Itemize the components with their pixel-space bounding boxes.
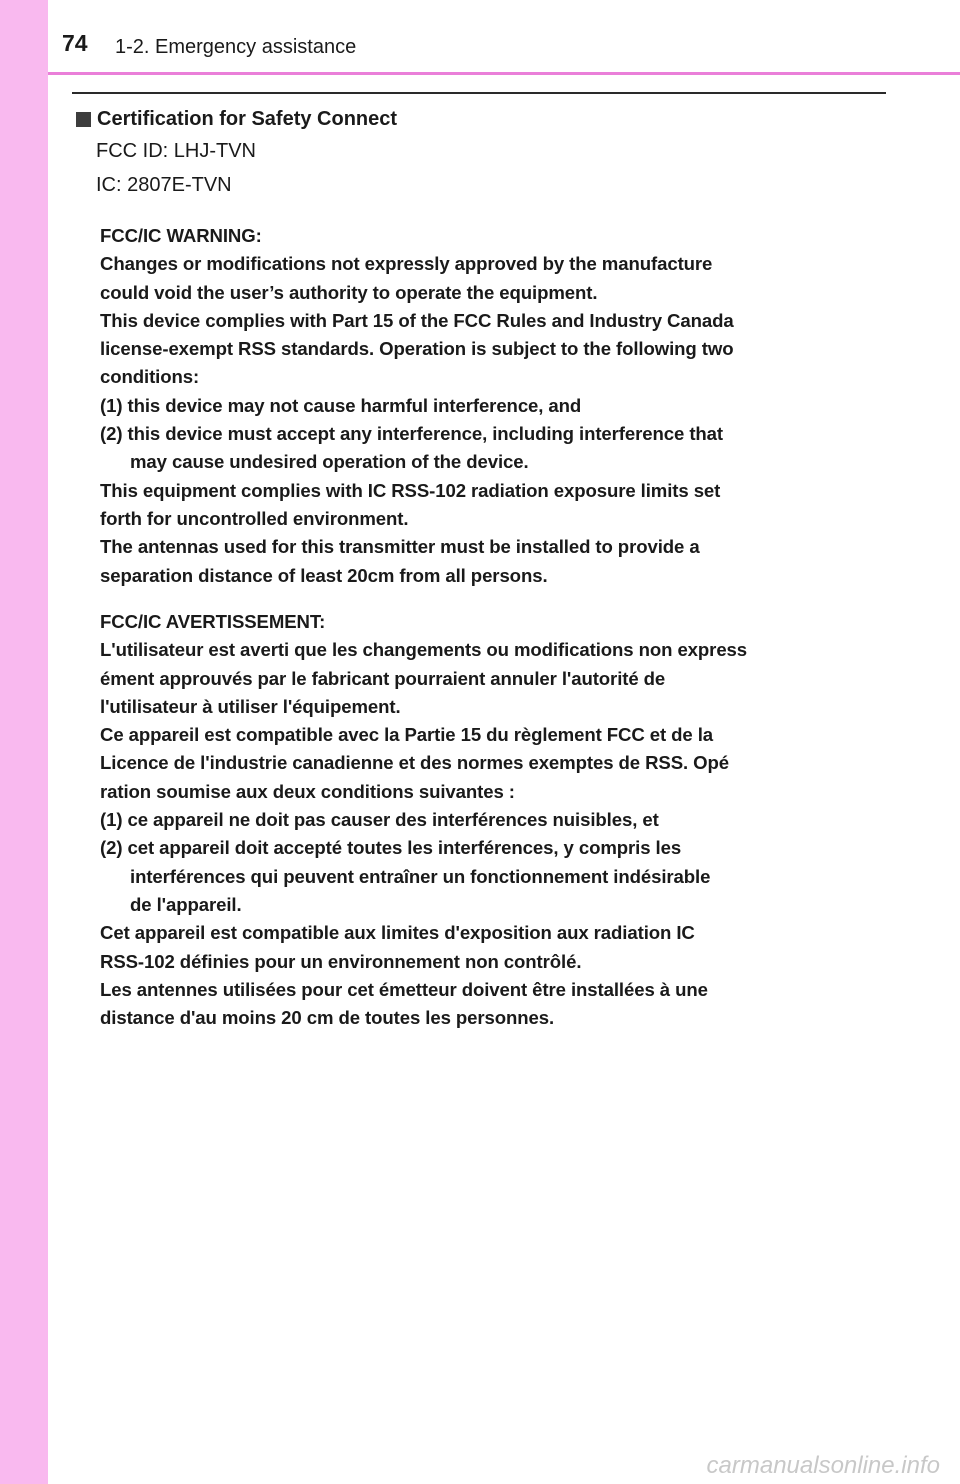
fcc-ic-warning-english <box>100 222 860 590</box>
warning-line: FCC/IC AVERTISSEMENT: <box>100 611 326 632</box>
warning-line: L'utilisateur est averti que les changements ou modifications non express <box>100 639 748 661</box>
warning-line: This device complies with Part 15 of the FCC Rules and Industry Canada <box>100 309 734 331</box>
content-divider <box>72 92 886 94</box>
warning-line: conditions: <box>100 366 200 388</box>
page-number: 74 <box>62 30 88 56</box>
warning-line: Ce appareil est compatible avec la Partie 15 du règlement FCC et de la <box>100 724 714 746</box>
warning-line: (2) cet appareil doit accepté toutes les interférences, y compris les <box>100 837 682 859</box>
warning-line: This equipment complies with IC RSS-102 radiation exposure limits set <box>100 479 721 501</box>
warning-line: The antennas used for this transmitter must be installed to provide a <box>100 536 700 558</box>
certification-heading <box>76 108 397 131</box>
warning-line: distance d'au moins 20 cm de toutes les personnes. <box>100 1007 555 1029</box>
chapter-side-tab <box>0 0 48 1484</box>
square-bullet-icon <box>76 112 91 127</box>
warning-line: ration soumise aux deux conditions suivantes : <box>100 780 515 802</box>
warning-line: may cause undesired operation of the device. <box>130 451 529 473</box>
ic-id: IC: 2807E-TVN <box>96 174 232 196</box>
warning-line: could void the user’s authority to operate the equipment. <box>100 281 598 303</box>
warning-line: license-exempt RSS standards. Operation is subject to the following two <box>100 338 734 360</box>
header-rule <box>48 72 960 75</box>
warning-line: Changes or modifications not expressly approved by the manufacture <box>100 253 713 275</box>
warning-line: FCC/IC WARNING: <box>100 225 262 246</box>
warning-line: RSS-102 définies pour un environnement non contrôlé. <box>100 950 582 972</box>
watermark: carmanualsonline.info <box>706 1452 940 1479</box>
warning-line: Licence de l'industrie canadienne et des normes exemptes de RSS. Opé <box>100 752 729 774</box>
fcc-id: FCC ID: LHJ-TVN <box>96 140 256 162</box>
warning-line: forth for uncontrolled environment. <box>100 507 409 529</box>
warning-line: (2) this device must accept any interference, including interference that <box>100 423 723 445</box>
warning-line: (1) this device may not cause harmful interference, and <box>100 394 582 416</box>
warning-line: separation distance of least 20cm from all persons. <box>100 564 548 586</box>
warning-line: ément approuvés par le fabricant pourraient annuler l'autorité de <box>100 667 666 689</box>
warning-line: l'utilisateur à utiliser l'équipement. <box>100 695 401 717</box>
warning-line: Les antennes utilisées pour cet émetteur doivent être installées à une <box>100 978 708 1000</box>
fcc-ic-warning-french <box>100 608 860 1032</box>
section-title: 1-2. Emergency assistance <box>115 36 357 58</box>
warning-line: interférences qui peuvent entraîner un fonctionnement indésirable <box>130 865 711 887</box>
warning-line: (1) ce appareil ne doit pas causer des interférences nuisibles, et <box>100 809 659 831</box>
certification-heading-text: Certification for Safety Connect <box>97 108 398 130</box>
warning-line: de l'appareil. <box>130 893 242 915</box>
warning-line: Cet appareil est compatible aux limites d'exposition aux radiation IC <box>100 922 695 944</box>
